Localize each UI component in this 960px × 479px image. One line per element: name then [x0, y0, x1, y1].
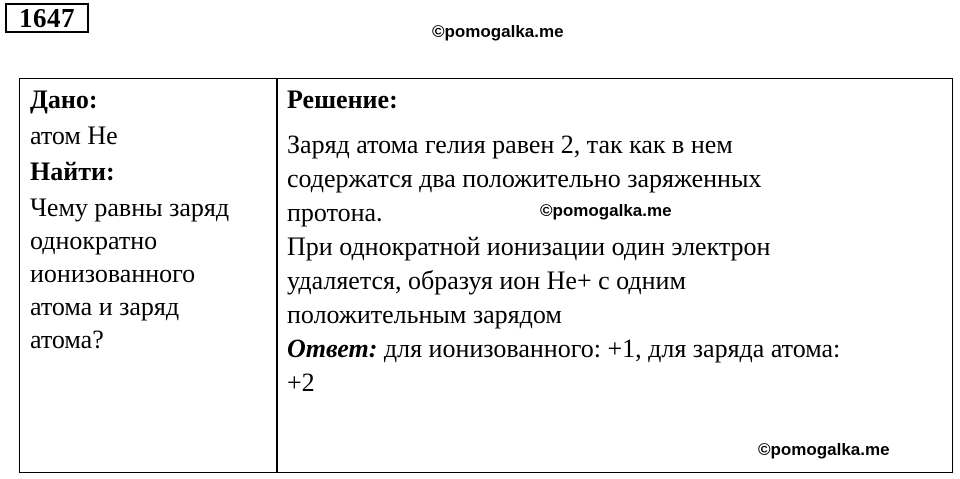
- solution-line: протона.: [287, 198, 383, 227]
- watermark-top: ©pomogalka.me: [432, 22, 564, 41]
- solution-column: [287, 83, 952, 400]
- find-line: ионизованного: [30, 259, 196, 288]
- watermark-bottom: ©pomogalka.me: [758, 440, 890, 459]
- answer-continuation: +2: [287, 368, 315, 397]
- watermark-middle: ©pomogalka.me: [540, 201, 672, 220]
- find-line: атома?: [30, 325, 104, 354]
- solution-heading: Решение:: [287, 85, 398, 114]
- given-value: атом He: [30, 121, 118, 150]
- solution-line: содержатся два положительно заряженных: [287, 164, 762, 193]
- answer-line: [287, 332, 952, 366]
- find-question: [30, 191, 270, 356]
- task-table: [19, 78, 953, 473]
- problem-number: 1647: [5, 3, 89, 33]
- find-line: Чему равны заряд: [30, 193, 230, 222]
- column-divider: [276, 79, 278, 472]
- answer-text: для ионизованного: +1, для заряда атома:: [377, 334, 841, 363]
- solution-line: положительным зарядом: [287, 300, 562, 329]
- find-line: атома и заряд: [30, 292, 180, 321]
- answer-label: Ответ:: [287, 334, 378, 363]
- find-line: однократно: [30, 226, 158, 255]
- given-column: [30, 83, 270, 356]
- find-heading: Найти:: [30, 157, 115, 186]
- solution-line: При однократной ионизации один электрон: [287, 232, 771, 261]
- solution-line: Заряд атома гелия равен 2, так как в нем: [287, 130, 733, 159]
- solution-line: удаляется, образуя ион He+ с одним: [287, 266, 686, 295]
- given-heading: Дано:: [30, 85, 98, 114]
